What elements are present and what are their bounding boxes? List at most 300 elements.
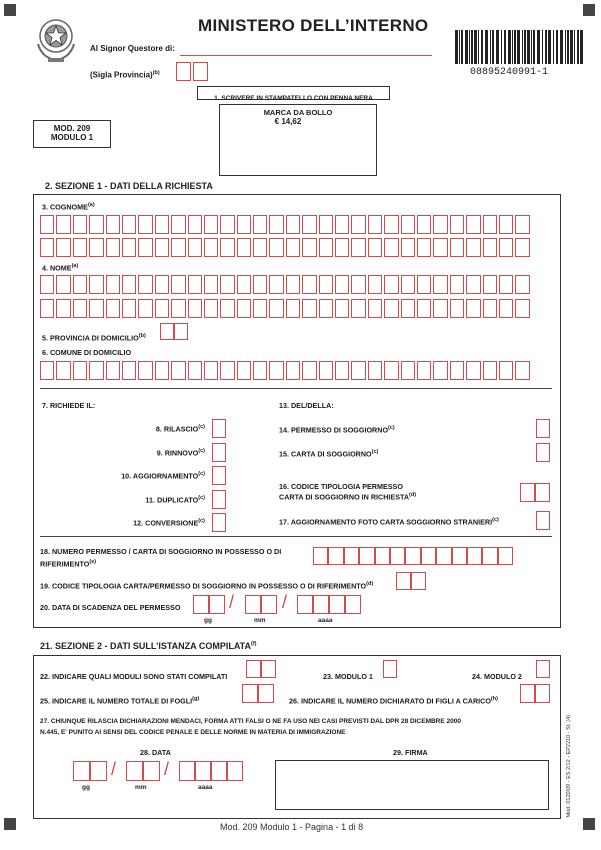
input-box[interactable] xyxy=(344,547,359,565)
nome-row-2[interactable] xyxy=(40,299,532,318)
input-box[interactable] xyxy=(269,238,283,257)
input-box[interactable] xyxy=(106,361,120,380)
input-box[interactable] xyxy=(411,572,426,590)
fogli-text: 25. INDICARE IL NUMERO TOTALE DI FOGLI xyxy=(40,696,193,706)
data-scadenza-label: 20. DATA DI SCADENZA DEL PERMESSO xyxy=(40,603,181,612)
moduli-input[interactable] xyxy=(246,660,276,678)
input-box[interactable] xyxy=(351,275,365,294)
input-box[interactable] xyxy=(433,275,447,294)
input-box[interactable] xyxy=(204,215,218,234)
gg-caption: gg xyxy=(204,617,212,624)
nome-text: 4. NOME xyxy=(42,263,72,273)
barcode-bar xyxy=(556,30,558,64)
barcode-bar xyxy=(524,30,526,64)
input-box[interactable] xyxy=(56,361,70,380)
input-box[interactable] xyxy=(351,238,365,257)
input-box[interactable] xyxy=(188,275,202,294)
barcode-bar xyxy=(548,30,551,64)
barcode-bar xyxy=(478,30,479,64)
cognome-text: 3. COGNOME xyxy=(42,202,88,212)
input-box[interactable] xyxy=(193,595,209,614)
input-box[interactable] xyxy=(122,215,136,234)
input-box[interactable] xyxy=(138,238,152,257)
barcode-bar xyxy=(461,30,463,64)
input-box[interactable] xyxy=(319,361,333,380)
option-ref: (c) xyxy=(198,471,205,477)
barcode-bars xyxy=(455,30,583,64)
input-box[interactable] xyxy=(384,299,398,318)
input-box[interactable] xyxy=(466,275,480,294)
input-box[interactable] xyxy=(515,215,529,234)
option-label-text: 14. PERMESSO DI SOGGIORNO xyxy=(279,425,389,435)
barcode-bar xyxy=(512,30,513,64)
input-box[interactable] xyxy=(313,547,328,565)
input-box[interactable] xyxy=(297,595,313,614)
input-box[interactable] xyxy=(204,299,218,318)
questore-field[interactable] xyxy=(180,55,432,56)
option-label xyxy=(0,518,205,527)
aaaa-caption: aaaa xyxy=(318,617,333,624)
input-box[interactable] xyxy=(188,361,202,380)
data-mm[interactable] xyxy=(126,761,160,781)
option-label-line2 xyxy=(279,491,416,501)
input-box[interactable] xyxy=(261,595,277,614)
input-box[interactable] xyxy=(520,684,535,703)
input-box[interactable] xyxy=(286,275,300,294)
input-box[interactable] xyxy=(237,299,251,318)
input-box[interactable] xyxy=(269,275,283,294)
input-box[interactable] xyxy=(155,299,169,318)
input-box[interactable] xyxy=(56,238,70,257)
input-box[interactable] xyxy=(122,361,136,380)
input-box[interactable] xyxy=(73,215,87,234)
input-box[interactable] xyxy=(450,275,464,294)
barcode-bar xyxy=(490,30,491,64)
input-box[interactable] xyxy=(359,547,374,565)
input-box[interactable] xyxy=(483,361,497,380)
input-box[interactable] xyxy=(368,275,382,294)
numero-permesso-line2: RIFERIMENTO xyxy=(40,559,90,569)
input-box[interactable] xyxy=(498,547,513,565)
option-ref: (c) xyxy=(492,517,499,523)
option-checkbox[interactable] xyxy=(212,490,226,509)
input-box[interactable] xyxy=(384,361,398,380)
figli-ref: (h) xyxy=(490,696,498,702)
scadenza-aaaa[interactable] xyxy=(297,595,361,614)
option-label-text: 8. RILASCIO xyxy=(155,424,199,434)
input-box[interactable] xyxy=(466,215,480,234)
input-box[interactable] xyxy=(483,215,497,234)
input-box[interactable] xyxy=(302,275,316,294)
input-box[interactable] xyxy=(138,361,152,380)
input-box[interactable] xyxy=(253,299,267,318)
option-label xyxy=(279,424,395,434)
input-box[interactable] xyxy=(384,238,398,257)
input-box[interactable] xyxy=(155,238,169,257)
input-box[interactable] xyxy=(204,275,218,294)
input-box[interactable] xyxy=(40,299,54,318)
input-box[interactable] xyxy=(258,684,274,703)
input-box[interactable] xyxy=(220,215,234,234)
input-box[interactable] xyxy=(143,761,160,781)
option-checkbox[interactable] xyxy=(212,513,226,532)
input-box[interactable] xyxy=(401,361,415,380)
provincia-ref: (b) xyxy=(138,333,146,339)
barcode-bar xyxy=(474,30,477,64)
option-label-text: 12. CONVERSIONE xyxy=(133,518,199,528)
barcode-bar xyxy=(537,30,540,64)
input-box[interactable] xyxy=(302,361,316,380)
side-code: Mod. 0120/09 - ES 2/12 - EP2210 - St. (4) xyxy=(566,715,572,818)
option-label xyxy=(279,516,499,526)
input-box[interactable] xyxy=(261,660,276,678)
barcode-bar xyxy=(567,30,569,64)
data-gg[interactable] xyxy=(73,761,107,781)
input-box[interactable] xyxy=(56,275,70,294)
input-box[interactable] xyxy=(401,238,415,257)
input-box[interactable] xyxy=(160,323,174,340)
input-box[interactable] xyxy=(155,275,169,294)
input-box[interactable] xyxy=(450,238,464,257)
input-box[interactable] xyxy=(155,215,169,234)
mod-number: MOD. 209 xyxy=(53,124,91,133)
input-box[interactable] xyxy=(499,275,513,294)
input-box[interactable] xyxy=(499,238,513,257)
input-box[interactable] xyxy=(335,275,349,294)
input-box[interactable] xyxy=(286,299,300,318)
input-box[interactable] xyxy=(106,215,120,234)
input-box[interactable] xyxy=(56,299,70,318)
input-box[interactable] xyxy=(483,238,497,257)
input-box[interactable] xyxy=(483,299,497,318)
codice-tipologia-input[interactable] xyxy=(396,572,426,590)
cognome-ref: (a) xyxy=(87,202,95,208)
input-box[interactable] xyxy=(482,547,497,565)
input-box[interactable] xyxy=(155,361,169,380)
input-box[interactable] xyxy=(122,299,136,318)
input-box[interactable] xyxy=(328,547,343,565)
input-box[interactable] xyxy=(193,62,208,81)
barcode-bar xyxy=(527,30,530,64)
input-box[interactable] xyxy=(286,215,300,234)
input-box[interactable] xyxy=(405,547,420,565)
input-box[interactable] xyxy=(319,238,333,257)
input-box[interactable] xyxy=(329,595,345,614)
barcode-bar xyxy=(501,30,502,64)
input-box[interactable] xyxy=(188,215,202,234)
option-checkbox[interactable] xyxy=(212,466,226,485)
input-box[interactable] xyxy=(345,595,361,614)
option-checkbox[interactable] xyxy=(212,443,226,462)
input-box[interactable] xyxy=(237,215,251,234)
barcode-bar xyxy=(560,30,563,64)
input-box[interactable] xyxy=(171,275,185,294)
input-box[interactable] xyxy=(383,660,397,678)
input-box[interactable] xyxy=(450,361,464,380)
fogli-input[interactable] xyxy=(242,684,274,703)
input-box[interactable] xyxy=(89,238,103,257)
option-ref: (c) xyxy=(198,495,205,501)
figli-input[interactable] xyxy=(520,684,550,703)
fogli-label xyxy=(40,696,199,705)
page-footer: Mod. 209 Modulo 1 - Pagina - 1 di 8 xyxy=(220,822,364,832)
input-box[interactable] xyxy=(286,361,300,380)
input-box[interactable] xyxy=(417,215,431,234)
input-box[interactable] xyxy=(375,547,390,565)
input-box[interactable] xyxy=(433,238,447,257)
input-box[interactable] xyxy=(450,299,464,318)
input-box[interactable] xyxy=(195,761,211,781)
input-box[interactable] xyxy=(466,361,480,380)
input-box[interactable] xyxy=(515,299,529,318)
comune-row[interactable] xyxy=(40,361,532,380)
input-box[interactable] xyxy=(106,275,120,294)
input-box[interactable] xyxy=(368,215,382,234)
input-box[interactable] xyxy=(246,660,261,678)
input-box[interactable] xyxy=(188,299,202,318)
input-box[interactable] xyxy=(89,361,103,380)
input-box[interactable] xyxy=(237,361,251,380)
barcode-bar xyxy=(492,30,494,64)
input-box[interactable] xyxy=(227,761,243,781)
input-box[interactable] xyxy=(467,547,482,565)
input-box[interactable] xyxy=(286,238,300,257)
option-checkbox[interactable] xyxy=(212,419,226,438)
modulo2-checkbox[interactable] xyxy=(536,660,550,678)
gg-caption: gg xyxy=(82,784,90,791)
option-checkbox[interactable] xyxy=(536,419,550,438)
provincia-input[interactable] xyxy=(160,323,188,340)
barcode-bar xyxy=(545,30,547,64)
corner-mark-top-right xyxy=(583,4,595,16)
option-label-text: 15. CARTA DI SOGGIORNO xyxy=(279,449,372,459)
input-box[interactable] xyxy=(138,275,152,294)
numero-permesso-input[interactable] xyxy=(313,547,513,565)
input-box[interactable] xyxy=(73,361,87,380)
ministry-title: MINISTERO DELL’INTERNO xyxy=(198,16,429,35)
nome-label xyxy=(42,263,78,272)
input-box[interactable] xyxy=(269,299,283,318)
input-box[interactable] xyxy=(253,215,267,234)
input-box[interactable] xyxy=(126,761,143,781)
barcode-bar xyxy=(570,30,573,64)
modulo2-label: 24. MODULO 2 xyxy=(472,672,522,681)
del-della-label: 13. DEL/DELLA: xyxy=(279,401,334,410)
input-box[interactable] xyxy=(106,299,120,318)
input-box[interactable] xyxy=(176,62,191,81)
scadenza-gg[interactable] xyxy=(193,595,225,614)
input-box[interactable] xyxy=(56,215,70,234)
input-box[interactable] xyxy=(499,361,513,380)
modulo1-checkbox[interactable] xyxy=(383,660,397,678)
input-box[interactable] xyxy=(483,275,497,294)
input-box[interactable] xyxy=(138,215,152,234)
input-box[interactable] xyxy=(466,238,480,257)
input-box[interactable] xyxy=(220,299,234,318)
option-label xyxy=(0,471,205,480)
input-box[interactable] xyxy=(515,361,529,380)
input-box[interactable] xyxy=(452,547,467,565)
input-box[interactable] xyxy=(242,684,258,703)
input-box[interactable] xyxy=(351,361,365,380)
input-box[interactable] xyxy=(335,299,349,318)
input-box[interactable] xyxy=(40,361,54,380)
input-box[interactable] xyxy=(209,595,225,614)
input-box[interactable] xyxy=(417,299,431,318)
input-box[interactable] xyxy=(174,323,188,340)
modulo1-label: 23. MODULO 1 xyxy=(323,672,373,681)
input-box[interactable] xyxy=(106,238,120,257)
input-box[interactable] xyxy=(390,547,405,565)
input-box[interactable] xyxy=(368,361,382,380)
option-checkbox[interactable] xyxy=(520,483,535,502)
input-box[interactable] xyxy=(220,238,234,257)
input-box[interactable] xyxy=(499,215,513,234)
input-box[interactable] xyxy=(171,238,185,257)
option-checkbox[interactable] xyxy=(535,483,550,502)
input-box[interactable] xyxy=(40,215,54,234)
input-box[interactable] xyxy=(237,275,251,294)
input-box[interactable] xyxy=(204,361,218,380)
option-checkbox[interactable] xyxy=(536,511,550,530)
barcode-bar xyxy=(522,30,523,64)
figli-text: 26. INDICARE IL NUMERO DICHIARATO DI FIGLI A CARICO xyxy=(289,696,491,706)
input-box[interactable] xyxy=(401,299,415,318)
input-box[interactable] xyxy=(417,238,431,257)
input-box[interactable] xyxy=(466,299,480,318)
input-box[interactable] xyxy=(368,238,382,257)
cognome-row-2[interactable] xyxy=(40,238,532,257)
scadenza-mm[interactable] xyxy=(245,595,277,614)
input-box[interactable] xyxy=(171,361,185,380)
input-box[interactable] xyxy=(319,275,333,294)
input-box[interactable] xyxy=(211,761,227,781)
input-box[interactable] xyxy=(220,361,234,380)
nome-row-1[interactable] xyxy=(40,275,532,294)
cognome-label xyxy=(42,202,95,211)
input-box[interactable] xyxy=(90,761,107,781)
input-box[interactable] xyxy=(253,361,267,380)
input-box[interactable] xyxy=(253,238,267,257)
input-box[interactable] xyxy=(433,361,447,380)
input-box[interactable] xyxy=(269,361,283,380)
input-box[interactable] xyxy=(499,299,513,318)
dichiarazione-text xyxy=(40,716,461,738)
input-box[interactable] xyxy=(368,299,382,318)
modulo-number: MODULO 1 xyxy=(50,133,94,142)
input-box[interactable] xyxy=(515,238,529,257)
option-label xyxy=(279,482,416,501)
input-box[interactable] xyxy=(450,215,464,234)
input-box[interactable] xyxy=(73,761,90,781)
input-box[interactable] xyxy=(302,215,316,234)
input-box[interactable] xyxy=(73,275,87,294)
firma-field[interactable] xyxy=(275,760,549,810)
barcode xyxy=(455,30,583,64)
input-box[interactable] xyxy=(122,275,136,294)
input-box[interactable] xyxy=(319,215,333,234)
input-box[interactable] xyxy=(188,238,202,257)
option-checkbox[interactable] xyxy=(536,443,550,462)
input-box[interactable] xyxy=(204,238,218,257)
input-box[interactable] xyxy=(40,238,54,257)
input-box[interactable] xyxy=(73,299,87,318)
input-box[interactable] xyxy=(335,238,349,257)
input-box[interactable] xyxy=(40,275,54,294)
input-box[interactable] xyxy=(351,215,365,234)
input-box[interactable] xyxy=(384,275,398,294)
input-box[interactable] xyxy=(313,595,329,614)
marca-value: € 14,62 xyxy=(274,117,302,126)
input-box[interactable] xyxy=(421,547,436,565)
input-box[interactable] xyxy=(89,275,103,294)
input-box[interactable] xyxy=(417,275,431,294)
date-slash: / xyxy=(164,759,170,779)
data-aaaa[interactable] xyxy=(179,761,243,781)
option-ref: (c) xyxy=(198,518,205,524)
input-box[interactable] xyxy=(302,299,316,318)
input-box[interactable] xyxy=(89,215,103,234)
barcode-bar xyxy=(577,30,579,64)
input-box[interactable] xyxy=(89,299,103,318)
option-ref: (d) xyxy=(409,492,417,498)
input-box[interactable] xyxy=(138,299,152,318)
input-box[interactable] xyxy=(253,275,267,294)
input-box[interactable] xyxy=(401,275,415,294)
numero-permesso-line1: 18. NUMERO PERMESSO / CARTA DI SOGGIORNO IN POSSESSO O DI xyxy=(40,547,282,556)
figli-label xyxy=(289,696,498,705)
input-box[interactable] xyxy=(396,572,411,590)
instruction-box xyxy=(197,86,390,100)
input-box[interactable] xyxy=(384,215,398,234)
input-box[interactable] xyxy=(237,238,251,257)
input-box[interactable] xyxy=(171,215,185,234)
input-box[interactable] xyxy=(179,761,195,781)
input-box[interactable] xyxy=(515,275,529,294)
barcode-bar xyxy=(514,30,516,64)
input-box[interactable] xyxy=(417,361,431,380)
input-box[interactable] xyxy=(171,299,185,318)
input-box[interactable] xyxy=(319,299,333,318)
dichiarazione-line2: N.445, E' PUNITO AI SENSI DEL CODICE PENALE E DELLE NORME IN MATERIA DI IMMIGRAZIONE xyxy=(40,729,346,736)
option-label-text: 9. RINNOVO xyxy=(156,448,199,458)
input-box[interactable] xyxy=(436,547,451,565)
input-box[interactable] xyxy=(351,299,365,318)
input-box[interactable] xyxy=(433,299,447,318)
cognome-row-1[interactable] xyxy=(40,215,532,234)
input-box[interactable] xyxy=(245,595,261,614)
input-box[interactable] xyxy=(335,215,349,234)
nome-ref: (a) xyxy=(71,263,79,269)
input-box[interactable] xyxy=(73,238,87,257)
barcode-bar xyxy=(469,30,470,64)
input-box[interactable] xyxy=(535,684,550,703)
input-box[interactable] xyxy=(269,215,283,234)
input-box[interactable] xyxy=(302,238,316,257)
input-box[interactable] xyxy=(122,238,136,257)
sigla-input[interactable] xyxy=(176,62,209,81)
section2-title-text: 21. SEZIONE 2 - DATI SULL’ISTANZA COMPILATA xyxy=(40,641,252,651)
input-box[interactable] xyxy=(220,275,234,294)
mm-caption: mm xyxy=(135,784,147,791)
input-box[interactable] xyxy=(401,215,415,234)
input-box[interactable] xyxy=(433,215,447,234)
input-box[interactable] xyxy=(335,361,349,380)
barcode-bar xyxy=(471,30,473,64)
input-box[interactable] xyxy=(536,660,550,678)
option-label-text: 10. AGGIORNAMENTO xyxy=(121,471,199,481)
barcode-bar xyxy=(533,30,535,64)
